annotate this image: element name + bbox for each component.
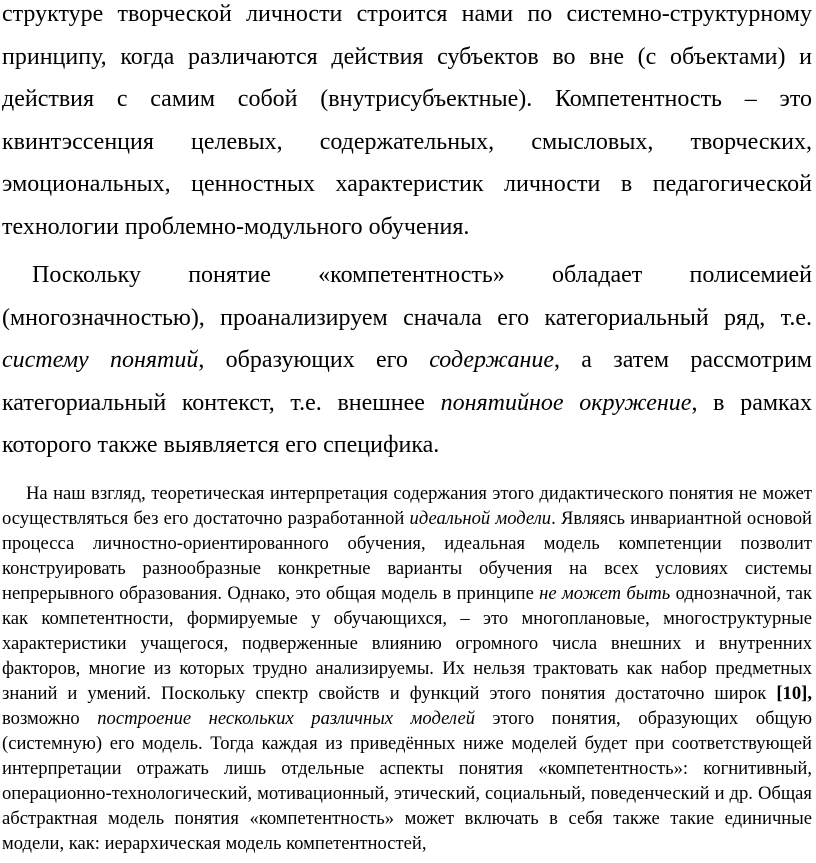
italic-several-models: построение нескольких различных моделей [97,707,476,729]
italic-content: содержание [429,347,554,373]
paragraph-3-text-4: возможно [2,707,98,729]
italic-cannot-be: не может быть [539,582,671,604]
paragraph-ideal-model [2,481,812,856]
paragraph-2-text-2: , образующих его [198,347,430,373]
italic-conceptual-environment: понятийное окружение [440,389,692,416]
paragraph-3-text-2: . Являясь инвариантной основой процесса личностно-ориентированного обучения, идеальная модель компетенции позволит конструировать разнообразные конкретные варианты обучения на всех условиях системы непрерывного образования. Однако, это общая модель в принципе [2,507,812,604]
paragraph-3-text-1: На наш взгляд, теоретическая интерпретация содержания этого дидактического понятия не может осуществляться без его достаточно разработанной [2,482,812,529]
italic-system-of-concepts: систему понятий [2,347,199,373]
italic-ideal-model: идеальной модели [409,507,552,529]
paragraph-2-text-3: , а затем рассмотрим категориальный контекст, т.е. внешнее [2,347,812,416]
paragraph-2-text-4: , в рамках которого также выявляется его специфика. [2,389,813,458]
paragraph-competence-structure [2,0,812,248]
paragraph-1-text: структуре творческой личности строится нами по системно-структурному принципу, когда различаются действия субъектов во вне (с объектами) и действия с самим собой (внутрисубъектные). Компетентность – это квинтэссенция целевых, содержательных, смысловых, творческих, эмоциональных, ценностных характеристик личности в педагогической технологии проблемно-модульного обучения. [2,1,812,240]
paragraph-3-text-5: этого понятия, образующих общую (системную) его модель. Тогда каждая из приведённых ниже моделей будет при соответствующей интерпретации отражать лишь отдельные аспекты понятия «компетентность»: когнитивный, операционно-технологический, мотивационный, этический, социальный, поведенческий и др. Общая абстрактная модель понятия «компетентность» может включать в себя также такие единичные модели, как: иерархическая модель компетентностей, [2,707,813,854]
citation-reference: [10], [776,682,812,704]
paragraph-3-text-3: однозначной, так как компетентности, формируемые у обучающихся, – это многоплановые, многоструктурные характеристики учащегося, подверженные влиянию огромного числа внешних и внутренних факторов, многие из которых трудно анализируемы. Их нельзя трактовать как набор предметных знаний и умений. Поскольку спектр свойств и функций этого понятия достаточно широк [2,582,812,704]
paragraph-2-text-1: Поскольку понятие «компетентность» обладает полисемией (многозначностью), проанализируем сначала его категориальный ряд, т.е. [2,262,812,331]
paragraph-polysemy [2,254,812,467]
